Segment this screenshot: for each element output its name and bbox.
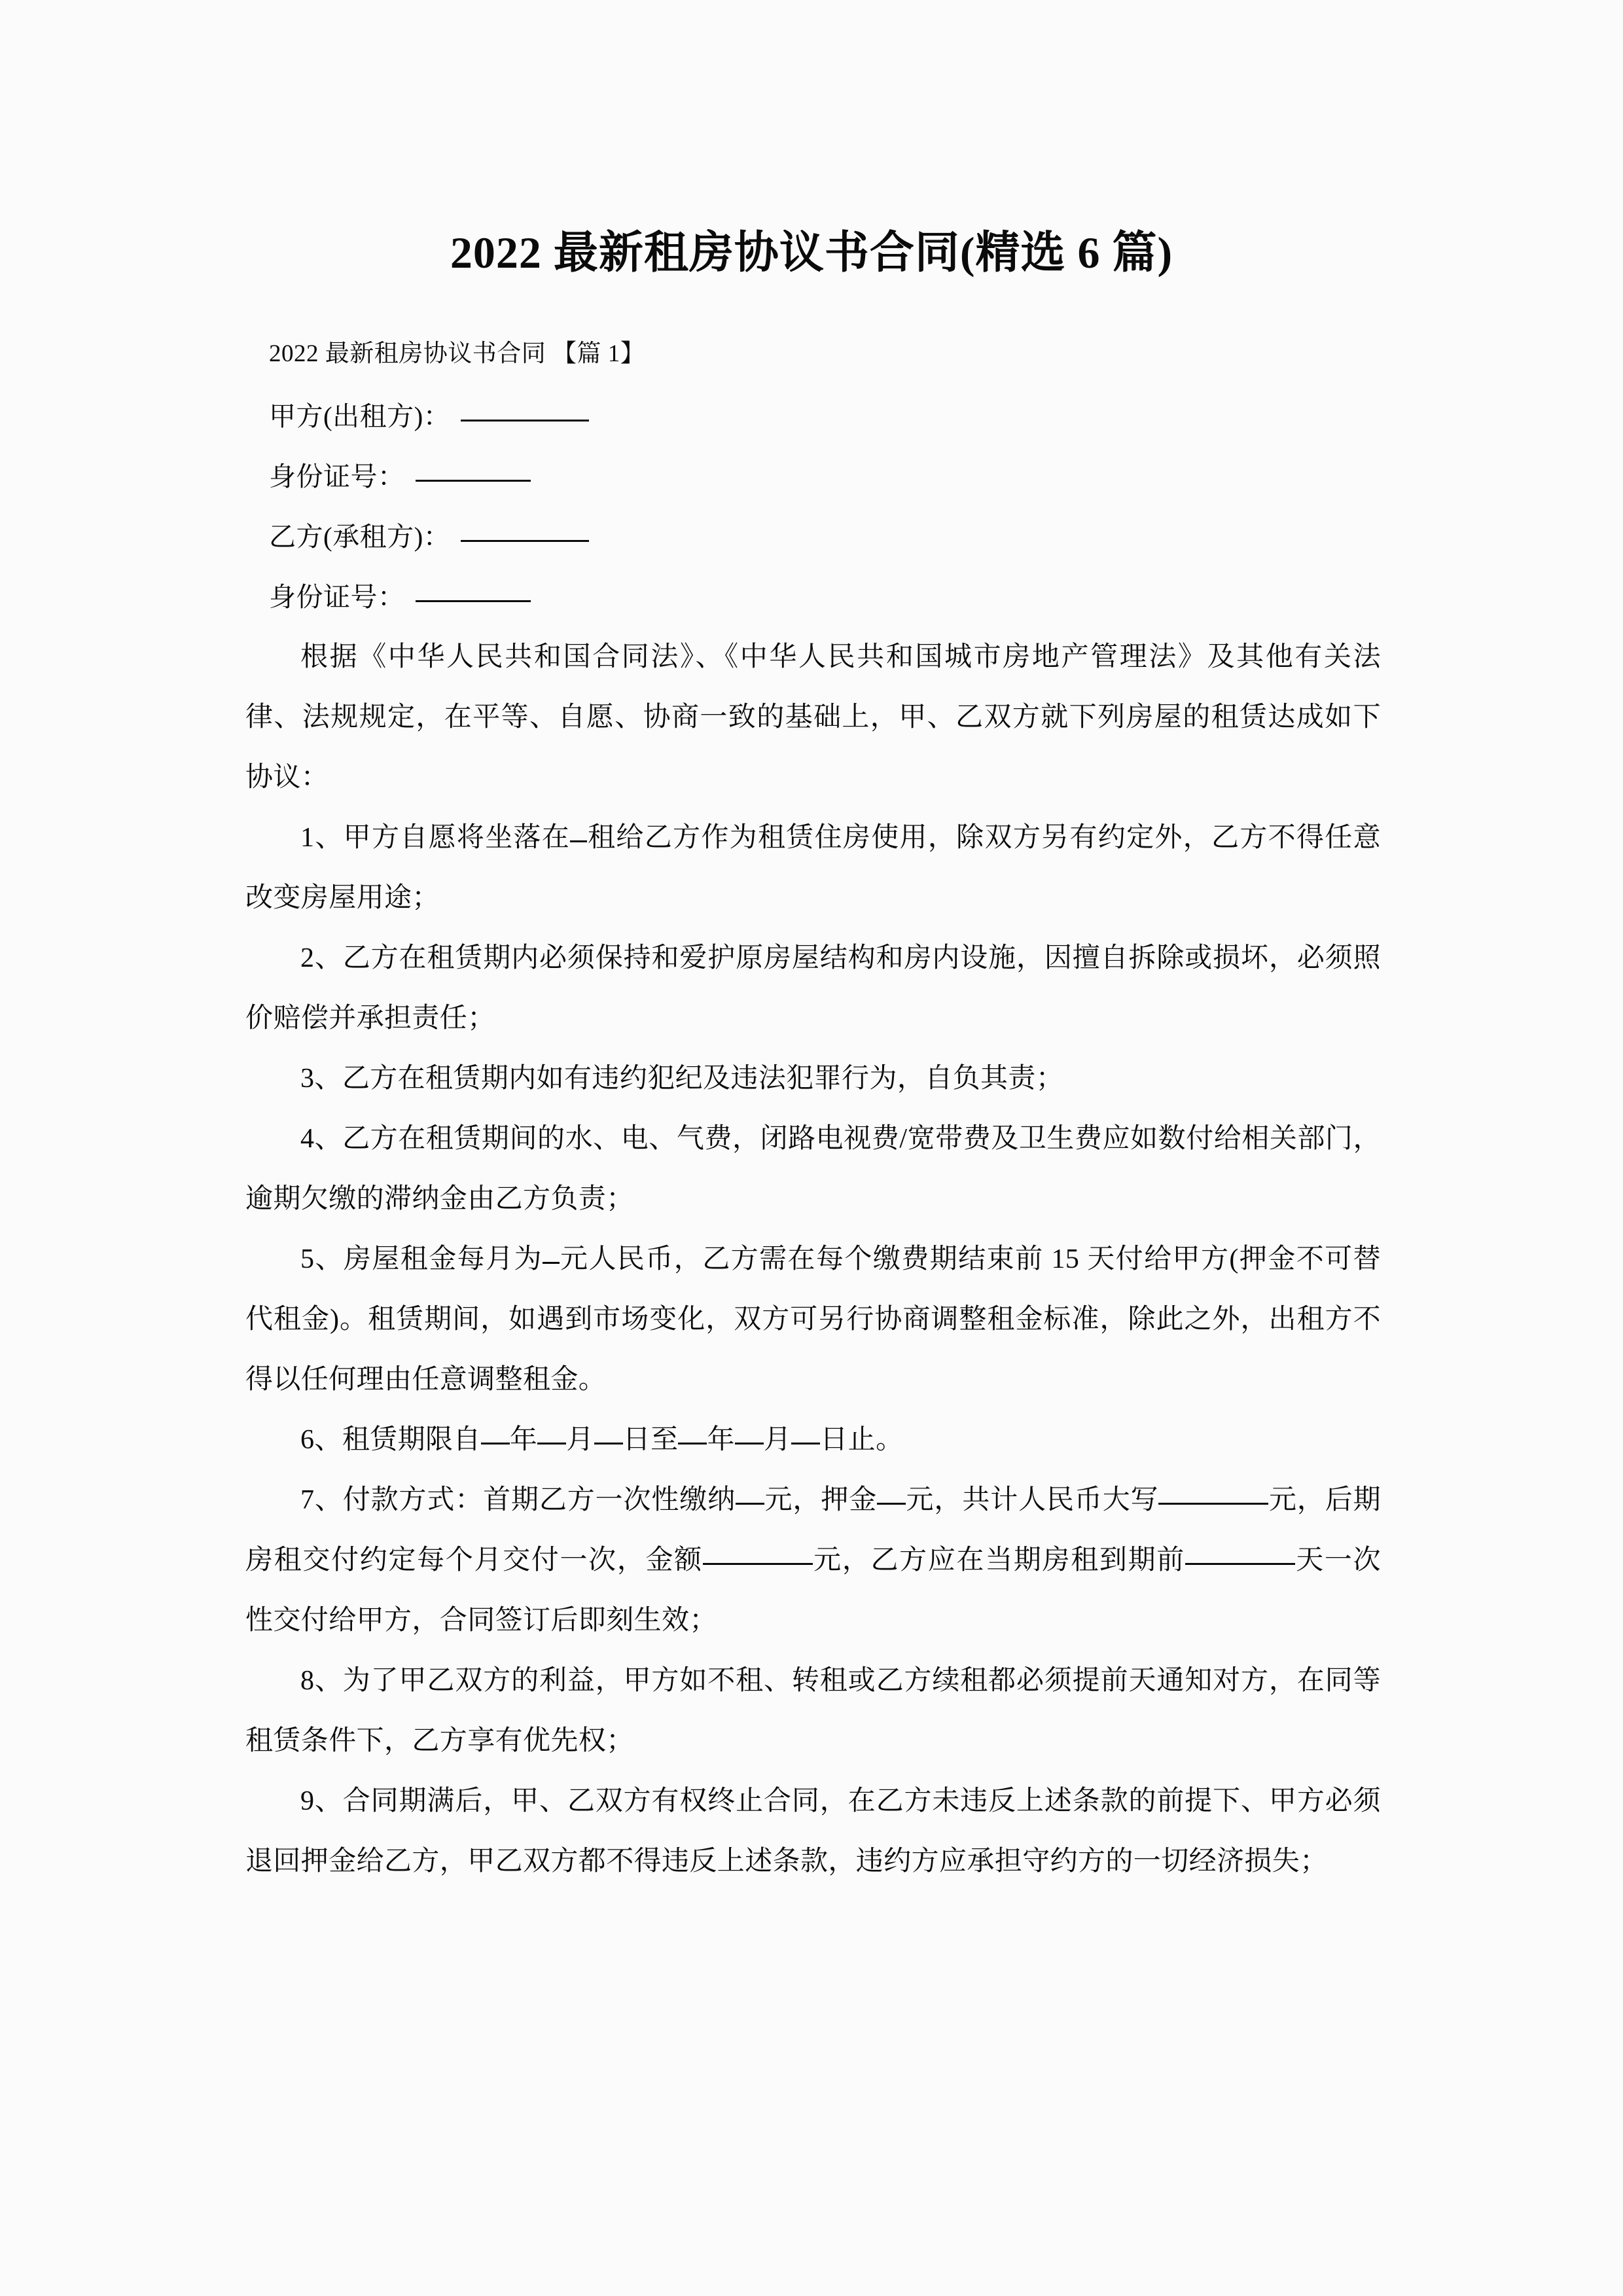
inline-blank[interactable] xyxy=(791,1443,820,1444)
clause-number: 9、 xyxy=(300,1786,343,1816)
clause-paragraph xyxy=(245,1109,1381,1229)
form-field-label: 甲方(出租方)： xyxy=(269,401,451,431)
clause-paragraph xyxy=(245,1410,1381,1470)
form-field-blank[interactable] xyxy=(461,420,589,422)
clause-text: 房屋租金每月为 xyxy=(343,1244,543,1274)
form-fields-group xyxy=(245,386,1381,627)
clause-paragraph xyxy=(245,808,1381,928)
clause-text: 月 xyxy=(763,1425,792,1455)
inline-blank[interactable] xyxy=(481,1443,510,1444)
page-title: 2022 最新租房协议书合同(精选 6 篇) xyxy=(450,227,1173,278)
clause-text: 租赁期限自 xyxy=(342,1425,481,1455)
clause-text: 元，后期房租交付约定每个月交付一次，金额 xyxy=(245,1485,1381,1575)
form-field-label: 身份证号： xyxy=(269,461,405,492)
clause-text: 日止。 xyxy=(820,1425,904,1455)
inline-blank[interactable] xyxy=(678,1443,707,1444)
clause-paragraph xyxy=(245,1049,1381,1109)
clause-text: 年 xyxy=(509,1425,538,1455)
clause-number: 5、 xyxy=(300,1244,344,1274)
clause-text: 乙方在租赁期内如有违约犯纪及违法犯罪行为，自负其责； xyxy=(342,1064,1064,1094)
clause-text: 天一次性交付给甲方，合同签订后即刻生效； xyxy=(245,1545,1382,1636)
clause-text: 月 xyxy=(566,1425,594,1455)
inline-blank[interactable] xyxy=(703,1563,813,1565)
clause-paragraph xyxy=(245,928,1381,1049)
form-field-label: 乙方(承租方)： xyxy=(269,522,451,552)
clause-text: 甲方自愿将坐落在 xyxy=(343,823,571,853)
clause-text: 元，共计人民币大写 xyxy=(906,1485,1159,1515)
clause-text: 租给乙方作为租赁住房使用，除双方另有约定外，乙方不得任意改变房屋用途； xyxy=(245,823,1382,913)
inline-blank[interactable] xyxy=(543,1262,560,1264)
form-field-blank[interactable] xyxy=(416,600,531,602)
clause-text: 为了甲乙双方的利益，甲方如不租、转租或乙方续租都必须提前天通知对方，在同等租赁条件下，乙方享有优先权； xyxy=(245,1666,1381,1756)
clause-text: 乙方在租赁期内必须保持和爱护原房屋结构和房内设施，因擅自拆除或损坏，必须照价赔偿并承担责任； xyxy=(245,943,1381,1033)
form-field-row xyxy=(269,507,1381,567)
clause-text: 元，押金 xyxy=(764,1485,878,1515)
inline-blank[interactable] xyxy=(735,1443,764,1444)
clause-text: 合同期满后，甲、乙双方有权终止合同，在乙方未违反上述条款的前提下、甲方必须退回押金给乙方，甲乙双方都不得违反上述条款，违约方应承担守约方的一切经济损失； xyxy=(245,1786,1381,1876)
clause-number: 8、 xyxy=(300,1666,343,1696)
clause-number: 6、 xyxy=(300,1425,342,1455)
clause-paragraph xyxy=(245,1651,1381,1771)
clause-text: 元，乙方应在当期房租到期前 xyxy=(812,1545,1185,1575)
inline-blank[interactable] xyxy=(570,840,587,842)
form-field-row xyxy=(269,446,1381,507)
document-body xyxy=(245,334,1381,1892)
clause-paragraph xyxy=(245,1771,1381,1892)
inline-blank[interactable] xyxy=(594,1443,623,1444)
form-field-row xyxy=(269,386,1381,446)
clause-number: 2、 xyxy=(300,943,343,973)
clause-number: 1、 xyxy=(300,823,344,853)
inline-blank[interactable] xyxy=(877,1503,906,1505)
form-field-label: 身份证号： xyxy=(269,582,405,612)
clause-number: 7、 xyxy=(300,1485,343,1515)
clause-text: 乙方在租赁期间的水、电、气费，闭路电视费/宽带费及卫生费应如数付给相关部门，逾期欠缴的滞纳金由乙方负责； xyxy=(245,1124,1381,1214)
clause-number: 4、 xyxy=(300,1124,343,1154)
inline-blank[interactable] xyxy=(1185,1563,1295,1565)
form-field-blank[interactable] xyxy=(461,540,589,542)
clause-number: 3、 xyxy=(300,1064,342,1094)
inline-blank[interactable] xyxy=(736,1503,764,1505)
preamble-paragraph: 根据《中华人民共和国合同法》、《中华人民共和国城市房地产管理法》及其他有关法律、法规规定，在平等、自愿、协商一致的基础上，甲、乙双方就下列房屋的租赁达成如下协议： xyxy=(245,642,1381,793)
clause-text: 日至 xyxy=(622,1425,679,1455)
clause-text: 年 xyxy=(707,1425,735,1455)
section-heading: 2022 最新租房协议书合同 【篇 1】 xyxy=(269,340,645,367)
inline-blank[interactable] xyxy=(1158,1503,1268,1505)
clause-paragraph xyxy=(245,1229,1381,1410)
form-field-row xyxy=(269,567,1381,627)
clause-text: 付款方式：首期乙方一次性缴纳 xyxy=(342,1485,736,1515)
clause-text: 元人民币，乙方需在每个缴费期结束前 15 天付给甲方(押金不可替代租金)。租赁期间，如遇到市场变化，双方可另行协商调整租金标准，除此之外，出租方不得以任何理由任意调整租金。 xyxy=(245,1244,1381,1395)
clause-paragraph xyxy=(245,1470,1381,1651)
form-field-blank[interactable] xyxy=(416,480,531,482)
clause-list xyxy=(245,808,1381,1892)
inline-blank[interactable] xyxy=(537,1443,566,1444)
